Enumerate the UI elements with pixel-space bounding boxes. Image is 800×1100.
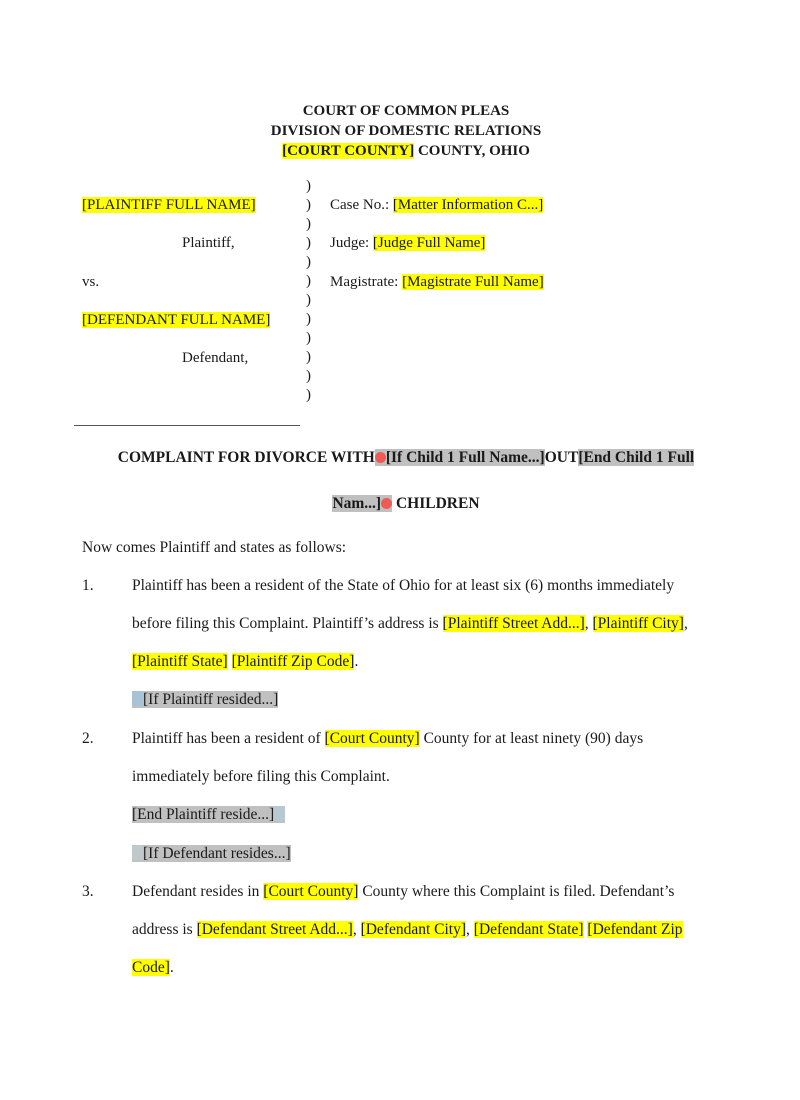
item3-text: County where this Complaint is filed. Defendant’s xyxy=(358,883,675,900)
conditional-label: [If Plaintiff resided...] xyxy=(143,691,279,708)
plaintiff-zip-field[interactable]: [Plaintiff Zip Code] xyxy=(231,653,355,670)
paren: ) xyxy=(306,178,311,194)
item2-line2: immediately before filing this Complaint. xyxy=(132,768,390,785)
item3-text: Defendant resides in xyxy=(132,883,264,900)
paren: ) xyxy=(306,387,311,403)
punct: , xyxy=(466,921,474,938)
paren: ) xyxy=(306,197,311,213)
item2-text: Plaintiff has been a resident of xyxy=(132,730,325,747)
conditional-end-plaintiff-reside[interactable] xyxy=(132,806,285,823)
conditional-marker-icon[interactable] xyxy=(132,845,143,860)
paren: ) xyxy=(306,235,311,251)
defendant-name-line xyxy=(82,312,270,329)
court-county-field-2[interactable]: [Court County] xyxy=(324,730,420,747)
conditional-marker-icon[interactable] xyxy=(132,691,143,706)
case-no-field[interactable]: [Matter Information C...] xyxy=(392,197,544,213)
plaintiff-city-field[interactable]: [Plaintiff City] xyxy=(592,615,684,632)
paren: ) xyxy=(306,330,311,346)
paren: ) xyxy=(306,254,311,270)
punct: , xyxy=(352,921,361,938)
title-text-children: CHILDREN xyxy=(392,495,480,512)
item3-text: address is xyxy=(132,921,197,938)
court-county-field[interactable]: [COURT COUNTY] xyxy=(282,143,415,159)
defendant-city-field[interactable]: [Defendant City] xyxy=(360,921,467,938)
punct xyxy=(228,653,232,670)
item1-line3 xyxy=(132,653,358,671)
defendant-street-field[interactable]: [Defendant Street Add...] xyxy=(196,921,353,938)
item2-conditional-next-line xyxy=(132,845,291,863)
conditional-plaintiff-resided[interactable] xyxy=(132,691,278,708)
intro-paragraph: Now comes Plaintiff and states as follows: xyxy=(82,539,347,556)
plaintiff-name-field[interactable]: [PLAINTIFF FULL NAME] xyxy=(82,197,256,213)
court-division: DIVISION OF DOMESTIC RELATIONS xyxy=(270,123,542,139)
item3-line3 xyxy=(132,959,174,977)
conditional-child-start-label: [If Child 1 Full Name...] xyxy=(385,449,545,466)
conditional-child-end-label: Nam...] xyxy=(332,495,382,512)
paren: ) xyxy=(306,349,311,365)
case-no-line xyxy=(330,197,543,214)
plaintiff-label: Plaintiff, xyxy=(182,235,235,251)
case-no-label: Case No.: xyxy=(330,197,393,213)
paren: ) xyxy=(306,311,311,327)
vs-label: vs. xyxy=(82,274,100,290)
caption-paren-column xyxy=(306,177,311,405)
item3-line2 xyxy=(132,921,683,939)
item1-line2 xyxy=(132,615,688,633)
item-number: 3. xyxy=(82,883,94,900)
court-county-suffix: COUNTY, OHIO xyxy=(414,143,530,159)
conditional-child-end-cont[interactable] xyxy=(332,495,392,512)
court-header xyxy=(0,101,800,161)
punct: . xyxy=(169,959,174,976)
defendant-label: Defendant, xyxy=(182,350,249,366)
plaintiff-street-field[interactable]: [Plaintiff Street Add...] xyxy=(442,615,585,632)
court-county-line xyxy=(0,141,800,161)
defendant-state-field[interactable]: [Defendant State] xyxy=(473,921,584,938)
judge-line xyxy=(330,235,485,252)
item-number: 1. xyxy=(82,577,94,594)
plaintiff-state-field[interactable]: [Plaintiff State] xyxy=(132,653,228,670)
plaintiff-name-line xyxy=(82,197,256,214)
conditional-marker-icon[interactable] xyxy=(375,452,386,463)
punct: , xyxy=(584,615,593,632)
caption-separator xyxy=(74,425,300,426)
paren: ) xyxy=(306,292,311,308)
conditional-child-end[interactable]: [End Child 1 Full xyxy=(578,449,695,466)
conditional-defendant-resides[interactable] xyxy=(132,845,291,862)
title-text-out: OUT xyxy=(544,449,579,466)
conditional-child-start[interactable] xyxy=(375,449,545,466)
defendant-zip-field-cont[interactable]: Code] xyxy=(132,959,170,976)
defendant-zip-field[interactable]: [Defendant Zip xyxy=(587,921,683,938)
court-county-field-3[interactable]: [Court County] xyxy=(263,883,359,900)
item1-conditional-line xyxy=(132,691,278,709)
item2-line1 xyxy=(132,730,643,748)
paren: ) xyxy=(306,273,311,289)
item1-line1: Plaintiff has been a resident of the State of Ohio for at least six (6) months immediately xyxy=(132,577,675,594)
magistrate-line xyxy=(330,274,544,291)
document-title-line1 xyxy=(0,449,800,467)
punct: . xyxy=(354,653,359,670)
magistrate-field[interactable]: [Magistrate Full Name] xyxy=(402,274,544,290)
document-title-line2 xyxy=(0,495,800,513)
conditional-marker-icon[interactable] xyxy=(274,806,285,821)
defendant-name-field[interactable]: [DEFENDANT FULL NAME] xyxy=(82,312,271,328)
title-text: COMPLAINT FOR DIVORCE WITH xyxy=(117,449,375,466)
item3-line1 xyxy=(132,883,674,901)
conditional-label: [End Plaintiff reside...] xyxy=(132,806,275,823)
item2-conditional-end-line xyxy=(132,806,285,824)
item2-text: County for at least ninety (90) days xyxy=(419,730,644,747)
paren: ) xyxy=(306,368,311,384)
item-number: 2. xyxy=(82,730,94,747)
court-name: COURT OF COMMON PLEAS xyxy=(302,103,510,119)
item1-text: before filing this Complaint. Plaintiff’s address is xyxy=(132,615,443,632)
punct: , xyxy=(683,615,688,632)
magistrate-label: Magistrate: xyxy=(330,274,403,290)
paren: ) xyxy=(306,216,311,232)
conditional-marker-icon[interactable] xyxy=(381,498,392,509)
judge-label: Judge: xyxy=(330,235,373,251)
conditional-label: [If Defendant resides...] xyxy=(143,845,291,862)
judge-field[interactable]: [Judge Full Name] xyxy=(372,235,486,251)
